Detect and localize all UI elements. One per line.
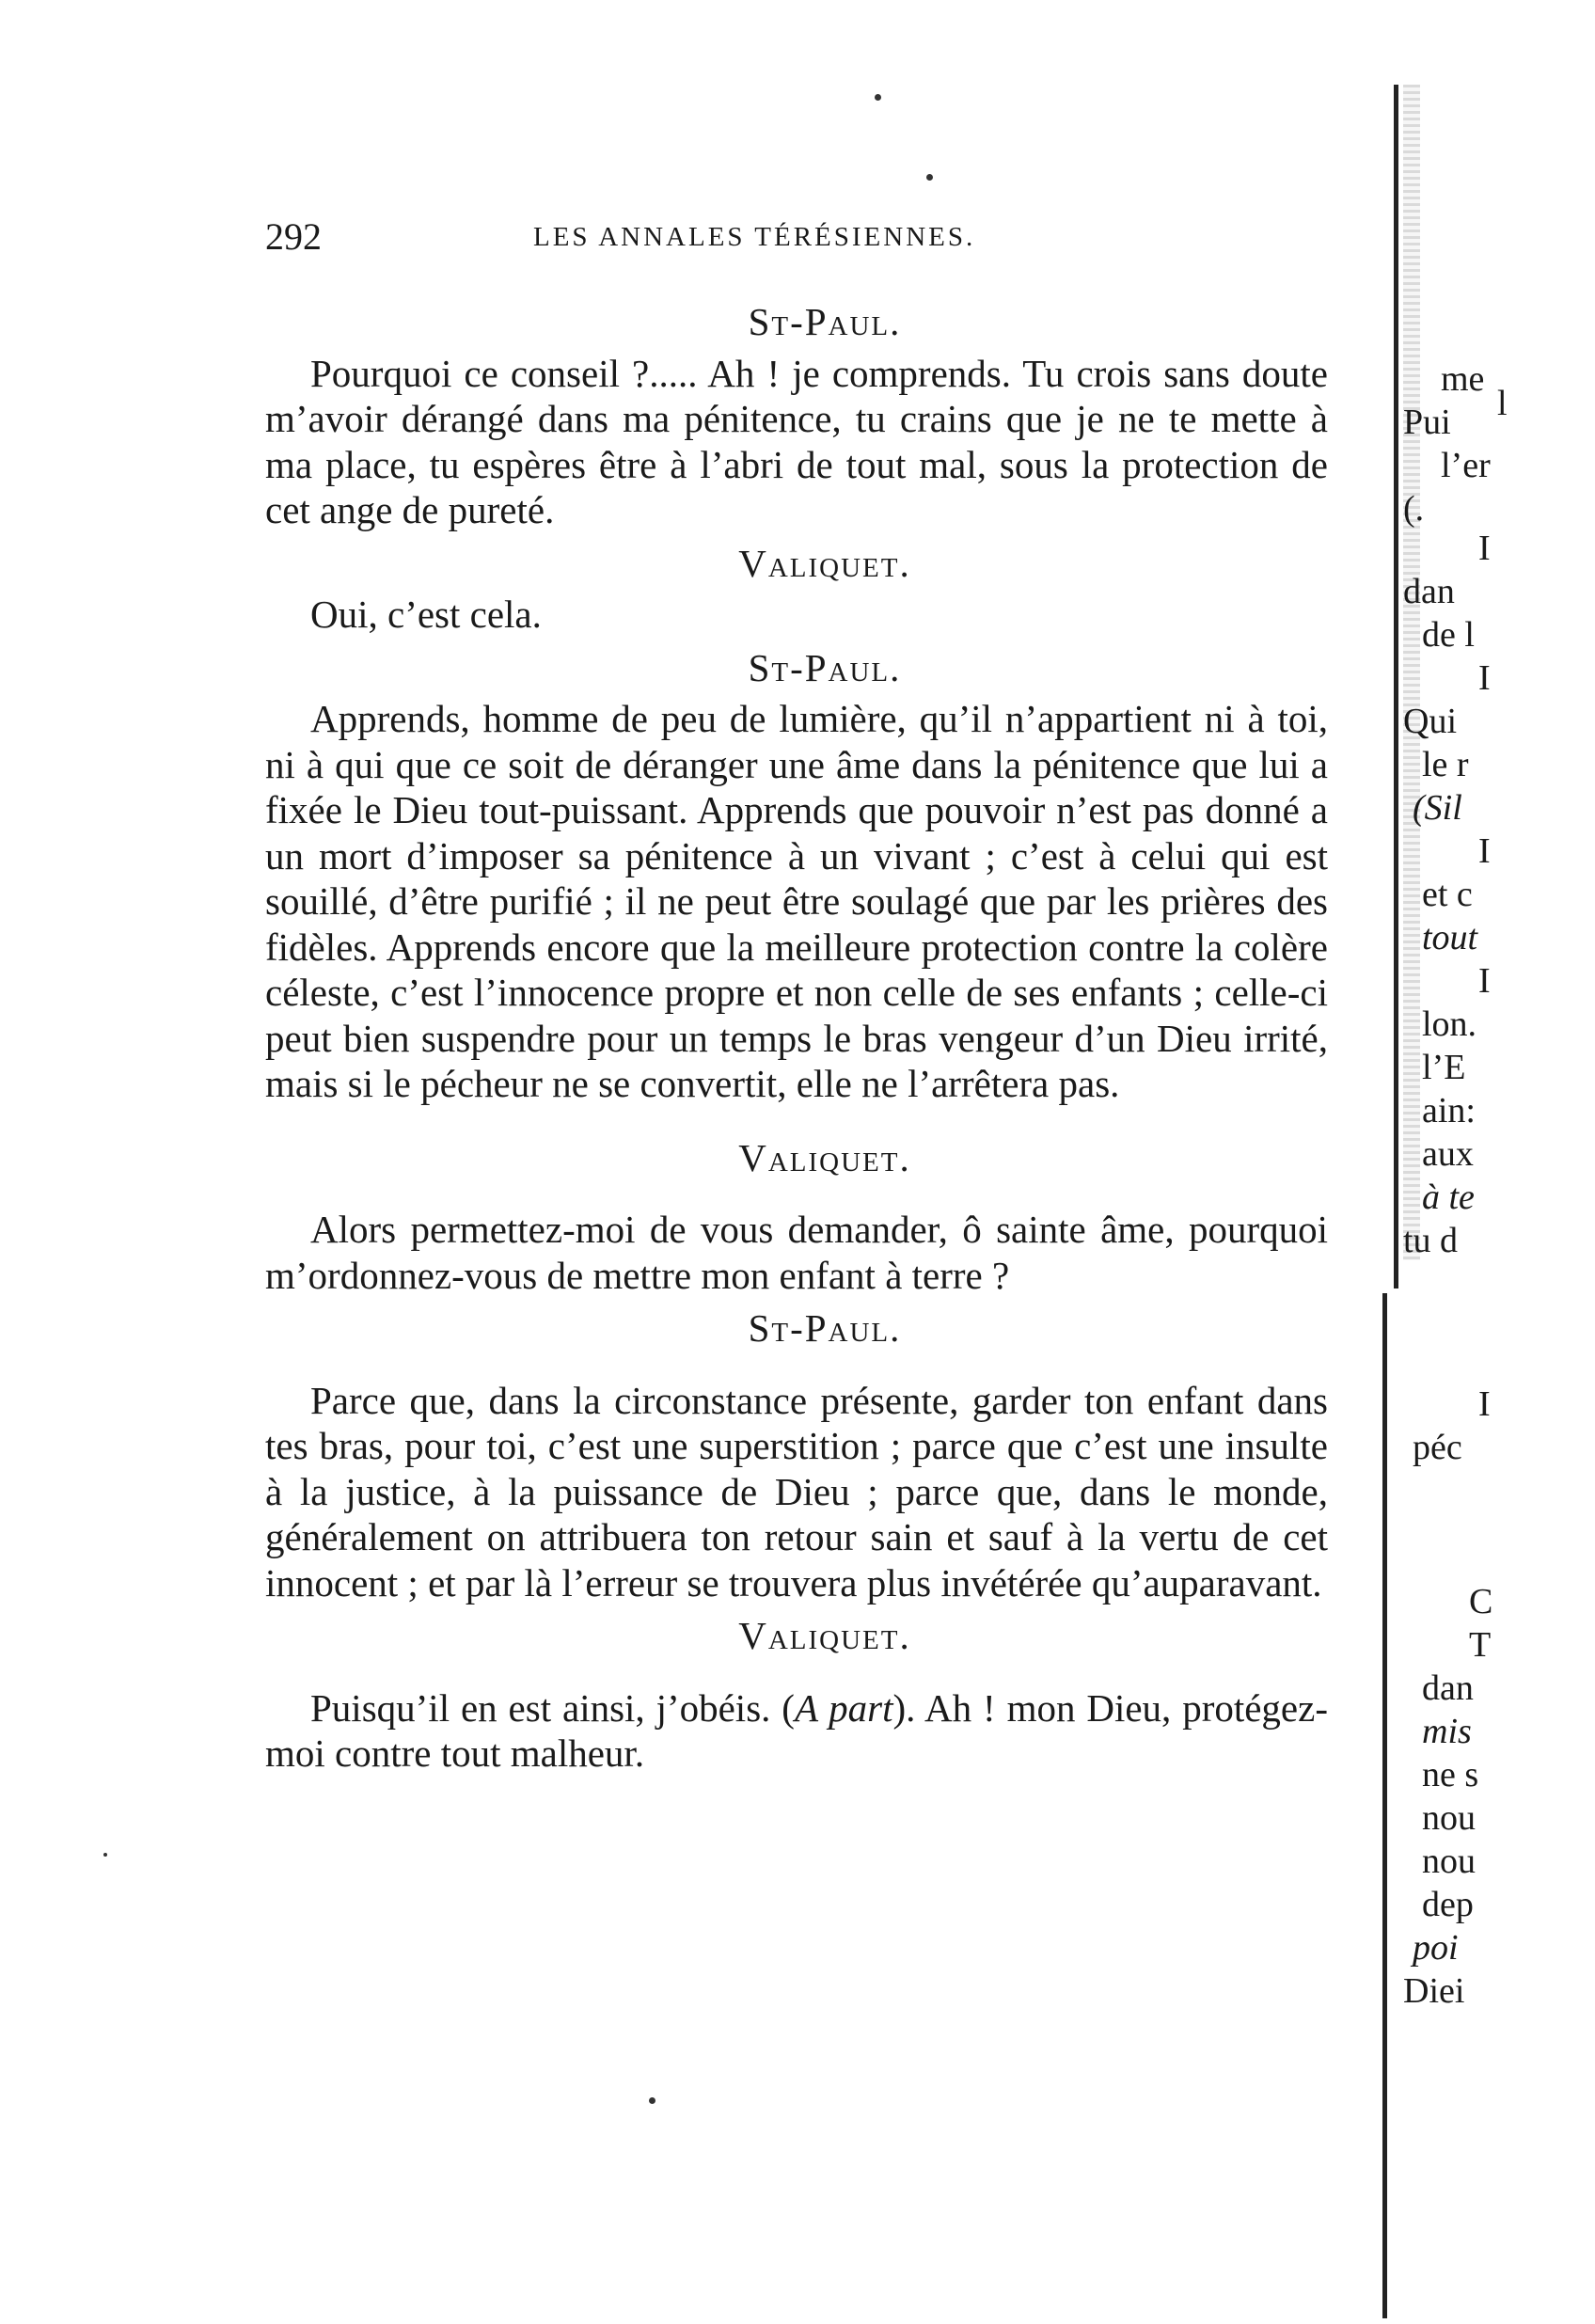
facing-page-fragment: I bbox=[1478, 529, 1491, 568]
facing-page-fragment: à te bbox=[1422, 1178, 1475, 1217]
facing-page-fragment: aux bbox=[1422, 1134, 1474, 1174]
facing-page-fragment: tout bbox=[1422, 918, 1478, 957]
facing-page-fragment: (. bbox=[1403, 489, 1425, 529]
facing-page-fragment: ain: bbox=[1422, 1091, 1476, 1130]
facing-page-fragment: péc bbox=[1413, 1428, 1462, 1467]
facing-page-fragment: T bbox=[1469, 1625, 1492, 1665]
facing-page-fragment: Qui bbox=[1403, 702, 1457, 741]
running-title: LES ANNALES TÉRÉSIENNES. bbox=[533, 222, 976, 252]
facing-page-fragment: lon. bbox=[1422, 1004, 1477, 1044]
facing-page-fragment: nou bbox=[1422, 1798, 1476, 1838]
facing-page-fragment: C bbox=[1469, 1582, 1493, 1621]
dialogue-paragraph: Apprends, homme de peu de lumière, qu’il n’appartient ni à toi, ni à qui que ce soit de déranger une âme dans la pénitence que lui a fixée le Dieu tout-puissant. Apprends que pouvoir n’est pas donné a un mort d’imposer sa pénitence à un vivant ; c’est à celui qui est souillé, d’être purifié ; il ne peut être soulagé que par les prières des fidèles. Apprends encore que la meilleure protection contre la colère céleste, c’est l’innocence propre et non celle de ses enfants ; celle-ci peut bien suspendre pour un temps le bras vengeur d’un Dieu irrité, mais si le pécheur ne se convertit, elle ne l’arrêtera pas. bbox=[265, 697, 1328, 1105]
stage-direction: A part bbox=[794, 1685, 893, 1730]
dialogue-paragraph: Pourquoi ce conseil ?..... Ah ! je comprends. Tu crois sans doute m’avoir dérangé dans ma pénitence, tu crains que je ne te mette à ma place, tu espères être à l’abri de tout mal, sous la protection de cet ange de pureté. bbox=[265, 351, 1328, 531]
facing-page-fragment: le r bbox=[1422, 745, 1469, 784]
facing-page-fragment: (Sil bbox=[1413, 788, 1462, 828]
dialogue-paragraph: Alors permettez-moi de vous demander, ô sainte âme, pourquoi m’ordonnez-vous de mettre mon enfant à terre ? bbox=[265, 1208, 1328, 1297]
dialogue-text: Puisqu’il en est ainsi, j’obéis. ( bbox=[310, 1685, 795, 1730]
facing-page-fragment: tu d bbox=[1403, 1221, 1459, 1260]
ink-speck bbox=[875, 94, 881, 101]
dialogue-paragraph: Parce que, dans la circonstance présente, garder ton enfant dans tes bras, pour toi, c’est une superstition ; parce que c’est une insulte à la justice, à la puissance de Dieu ; parce que, dans le monde, généralement on attribuera ton retour sain et sauf à la vertu de cet innocent ; et par là l’erreur se trouvera plus invétérée qu’auparavant. bbox=[265, 1378, 1328, 1605]
facing-page-fragment: ne s bbox=[1422, 1755, 1479, 1794]
facing-page-fragment: de l bbox=[1422, 615, 1475, 655]
dialogue-column bbox=[265, 292, 1328, 1777]
facing-page-fragment: I bbox=[1478, 961, 1491, 1001]
facing-page-fragment: l’E bbox=[1422, 1048, 1466, 1087]
dialogue-text: ). Ah ! mon Dieu, protégez-moi contre tout malheur. bbox=[265, 1685, 1328, 1775]
facing-page-fragment: nou bbox=[1422, 1842, 1476, 1881]
ink-speck bbox=[103, 1853, 107, 1857]
facing-page-fragment: dan bbox=[1403, 572, 1455, 611]
ink-speck bbox=[926, 174, 933, 181]
facing-page-fragment: me bbox=[1441, 359, 1485, 399]
facing-page-fragment: poi bbox=[1413, 1928, 1459, 1968]
facing-page-fragment: mis bbox=[1422, 1712, 1472, 1751]
speaker-label: Valiquet. bbox=[738, 1135, 911, 1179]
speaker-label: Valiquet. bbox=[738, 1614, 911, 1657]
facing-page-bleed bbox=[1375, 357, 1595, 2295]
dialogue-paragraph bbox=[265, 1685, 1328, 1777]
page-header bbox=[265, 214, 1328, 271]
facing-page-fragment: l bbox=[1497, 384, 1508, 423]
facing-page-fragment: dep bbox=[1422, 1885, 1474, 1924]
ink-speck bbox=[649, 2097, 655, 2104]
speaker-label: St-Paul. bbox=[748, 300, 902, 343]
page-number: 292 bbox=[265, 215, 322, 258]
facing-page-fragment: I bbox=[1478, 1384, 1491, 1424]
speaker-label: St-Paul. bbox=[748, 645, 902, 689]
dialogue-paragraph: Oui, c’est cela. bbox=[310, 593, 542, 636]
facing-page-fragment: Diei bbox=[1403, 1971, 1465, 2011]
facing-page-fragment: I bbox=[1478, 831, 1491, 871]
facing-page-fragment: dan bbox=[1422, 1668, 1474, 1708]
facing-page-fragment: Pui bbox=[1403, 403, 1451, 442]
speaker-label: St-Paul. bbox=[748, 1306, 902, 1350]
speaker-label: Valiquet. bbox=[738, 541, 911, 585]
facing-page-fragment: et c bbox=[1422, 875, 1473, 914]
facing-page-fragment: l’er bbox=[1441, 446, 1491, 485]
facing-page-fragment: I bbox=[1478, 658, 1491, 698]
